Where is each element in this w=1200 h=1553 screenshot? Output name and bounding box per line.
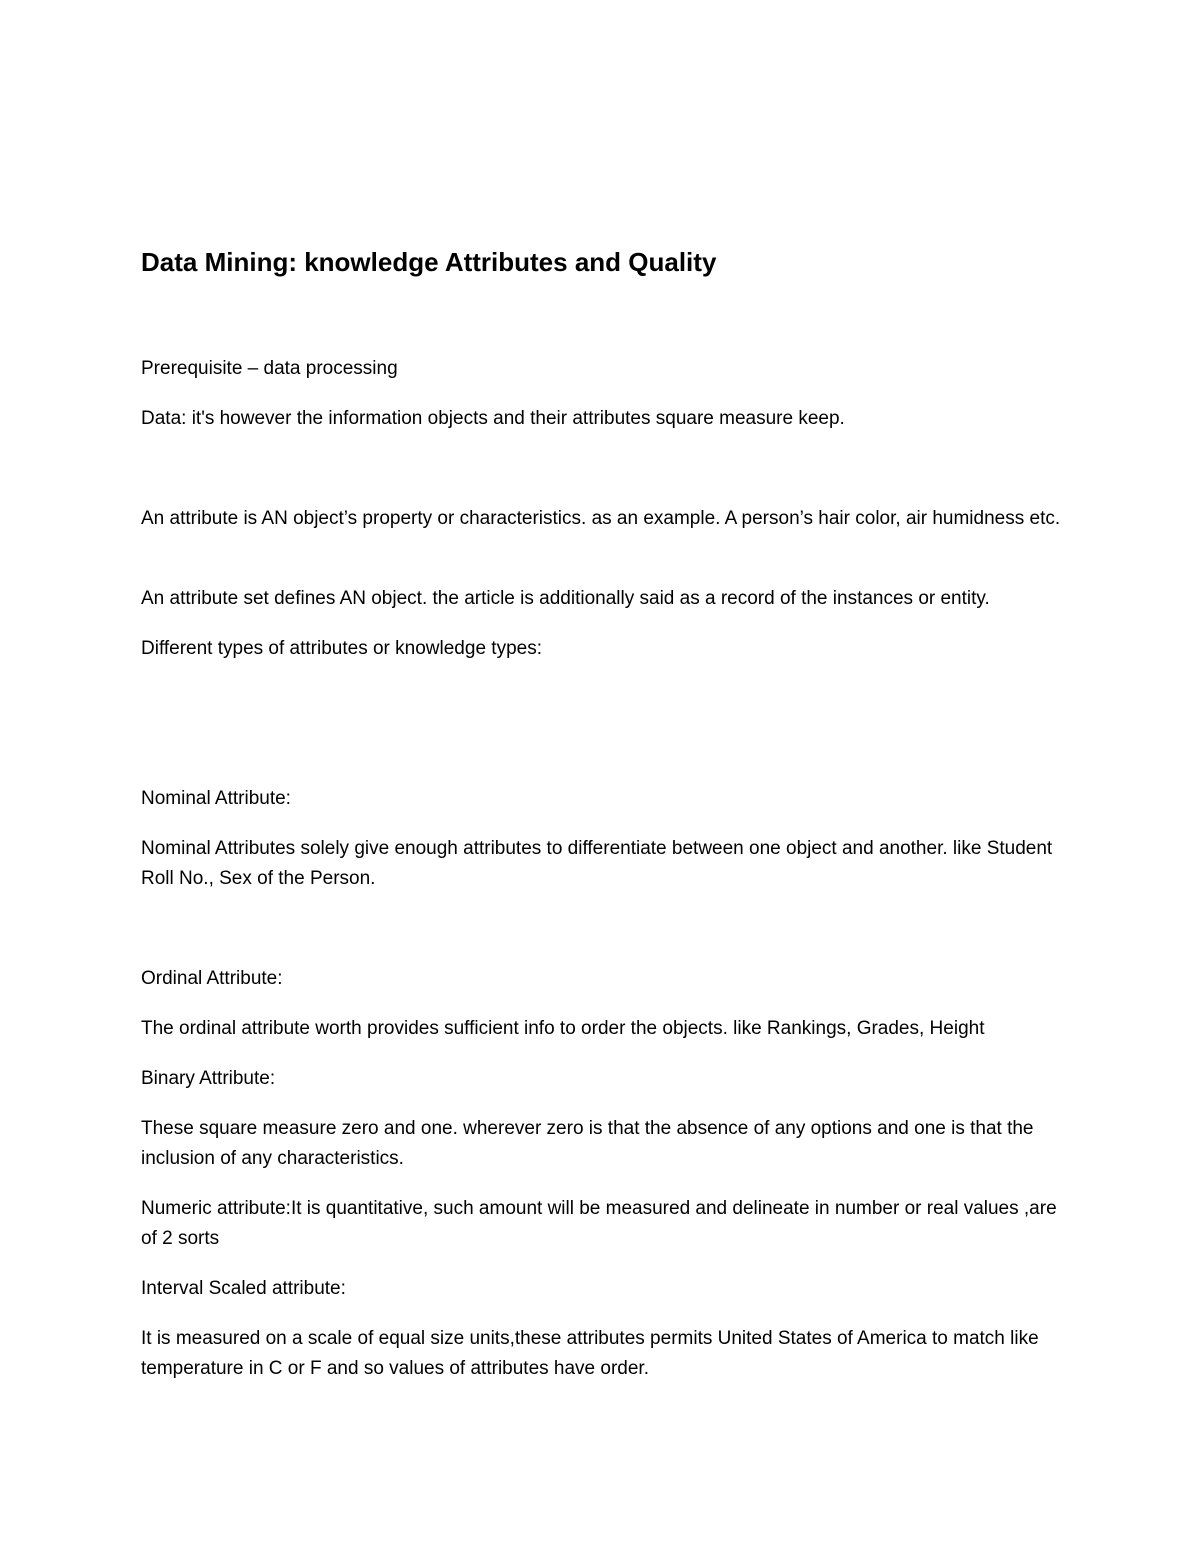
- paragraph-ordinal-attribute: The ordinal attribute worth provides sufficient info to order the objects. like Rankings, Grades, Height: [141, 1018, 985, 1039]
- heading-nominal-attribute: Nominal Attribute:: [141, 788, 291, 809]
- document-title: Data Mining: knowledge Attributes and Quality: [141, 247, 717, 277]
- paragraph-types-intro: Different types of attributes or knowledge types:: [141, 638, 542, 659]
- paragraph-interval-scaled-attribute: It is measured on a scale of equal size units,these attributes permits United States of America to match like temperature in C or F and so values of attributes have order.: [141, 1328, 1039, 1379]
- paragraph-binary-attribute: These square measure zero and one. wherever zero is that the absence of any options and one is that the inclusion of any characteristics.: [141, 1118, 1034, 1169]
- paragraph-prerequisite: Prerequisite – data processing: [141, 358, 398, 379]
- paragraph-nominal-attribute: Nominal Attributes solely give enough attributes to differentiate between one object and another. like Student Roll No., Sex of the Person.: [141, 838, 1053, 889]
- paragraph-numeric-attribute: Numeric attribute:It is quantitative, such amount will be measured and delineate in number or real values ,are of 2 sorts: [141, 1198, 1057, 1249]
- heading-ordinal-attribute: Ordinal Attribute:: [141, 968, 283, 989]
- paragraph-attribute-definition: An attribute is AN object’s property or characteristics. as an example. A person’s hair color, air humidness etc.: [141, 508, 1061, 529]
- paragraph-data-definition: Data: it's however the information objects and their attributes square measure keep.: [141, 408, 845, 429]
- heading-interval-scaled-attribute: Interval Scaled attribute:: [141, 1278, 346, 1299]
- paragraph-attribute-set: An attribute set defines AN object. the article is additionally said as a record of the instances or entity.: [141, 588, 990, 609]
- heading-binary-attribute: Binary Attribute:: [141, 1068, 276, 1089]
